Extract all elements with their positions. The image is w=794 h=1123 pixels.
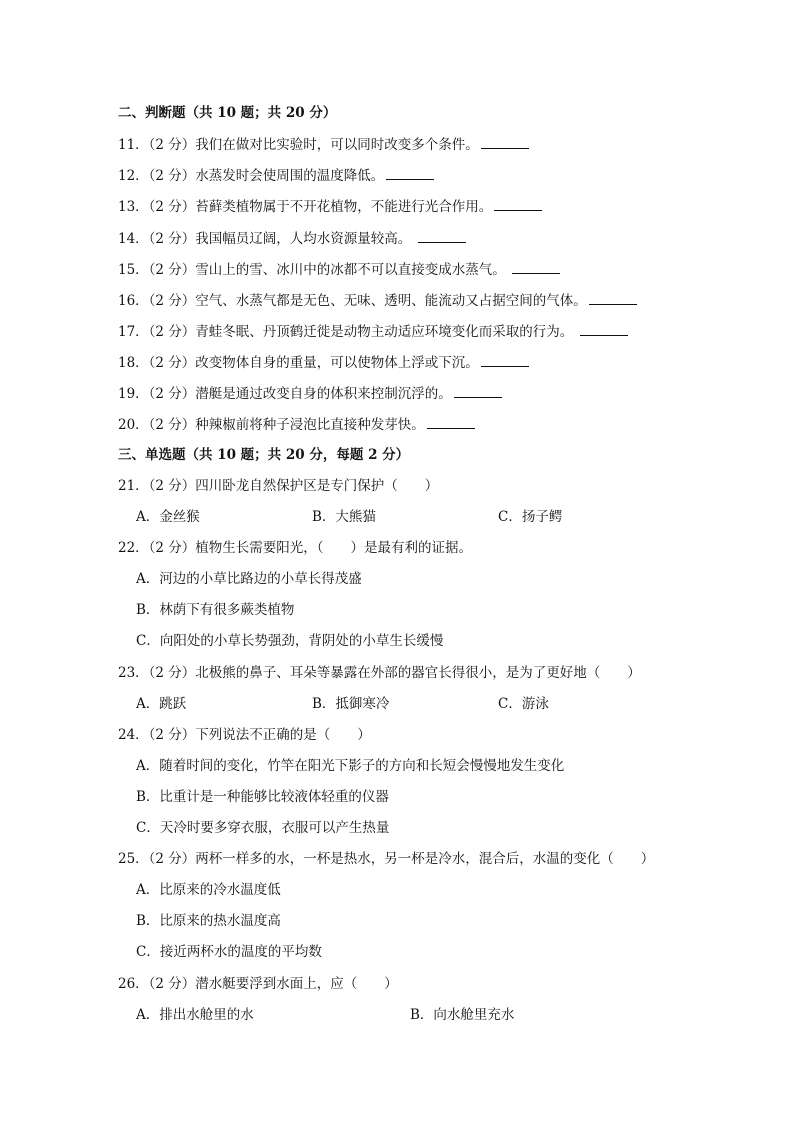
section-3-heading: 三、单选题（共 10 题；共 20 分，每题 2 分） — [118, 447, 410, 463]
answer-blank[interactable] — [481, 353, 529, 367]
question-25-stem: 25．（2 分）两杯一样多的水，一杯是热水，另一杯是冷水，混合后，水温的变化（ ） — [118, 851, 655, 867]
question-text: 16．（2 分）空气、水蒸气都是无色、无味、透明、能流动又占据空间的气体。 — [118, 293, 587, 309]
answer-blank[interactable] — [589, 291, 637, 305]
question-text: 15．（2 分）雪山上的雪、冰川中的冰都不可以直接变成水蒸气。 — [118, 262, 511, 278]
question-21-stem: 21．（2 分）四川卧龙自然保护区是专门保护（ ） — [118, 478, 439, 494]
question-text: 11．（2 分）我们在做对比实验时，可以同时改变多个条件。 — [118, 137, 479, 153]
question-20 — [118, 415, 475, 434]
answer-blank[interactable] — [494, 197, 542, 211]
question-16 — [118, 291, 637, 310]
question-25-option-c[interactable]: C．接近两杯水的温度的平均数 — [136, 944, 322, 960]
question-26-option-b[interactable]: B．向水舱里充水 — [410, 1007, 515, 1023]
question-14 — [118, 229, 466, 248]
question-19 — [118, 384, 502, 403]
answer-blank[interactable] — [580, 322, 628, 336]
answer-blank[interactable] — [386, 166, 434, 180]
question-24-option-c[interactable]: C．天冷时要多穿衣服，衣服可以产生热量 — [136, 820, 390, 836]
section-2-heading: 二、判断题（共 10 题；共 20 分） — [118, 105, 337, 121]
question-24-option-b[interactable]: B．比重计是一种能够比较液体轻重的仪器 — [136, 789, 389, 805]
question-25-option-b[interactable]: B．比原来的热水温度高 — [136, 913, 281, 929]
question-17 — [118, 322, 628, 341]
question-11 — [118, 135, 529, 154]
question-text: 18．（2 分）改变物体自身的重量，可以使物体上浮或下沉。 — [118, 355, 479, 371]
question-23-option-c[interactable]: C．游泳 — [498, 696, 549, 712]
answer-blank[interactable] — [481, 135, 529, 149]
question-23-option-a[interactable]: A．跳跃 — [136, 696, 187, 712]
question-text: 17．（2 分）青蛙冬眠、丹顶鹤迁徙是动物主动适应环境变化而采取的行为。 — [118, 324, 578, 340]
question-24-option-a[interactable]: A．随着时间的变化，竹竿在阳光下影子的方向和长短会慢慢地发生变化 — [136, 758, 565, 774]
question-22-stem: 22．（2 分）植物生长需要阳光，（ ）是最有利的证据。 — [118, 540, 473, 556]
question-text: 13．（2 分）苔藓类植物属于不开花植物，不能进行光合作用。 — [118, 199, 493, 215]
question-12 — [118, 166, 434, 185]
question-23-stem: 23．（2 分）北极熊的鼻子、耳朵等暴露在外部的器官长得很小，是为了更好地（ ） — [118, 665, 641, 681]
question-25-option-a[interactable]: A．比原来的冷水温度低 — [136, 882, 281, 898]
answer-blank[interactable] — [512, 260, 560, 274]
question-18 — [118, 353, 529, 372]
question-22-option-a[interactable]: A．河边的小草比路边的小草长得茂盛 — [136, 571, 362, 587]
question-15 — [118, 260, 560, 279]
answer-blank[interactable] — [454, 384, 502, 398]
question-21-option-c[interactable]: C．扬子鳄 — [498, 509, 563, 525]
question-13 — [118, 197, 542, 216]
question-text: 20．（2 分）种辣椒前将种子浸泡比直接种发芽快。 — [118, 417, 425, 433]
question-text: 12．（2 分）水蒸发时会使周围的温度降低。 — [118, 168, 385, 184]
question-22-option-c[interactable]: C．向阳处的小草长势强劲，背阴处的小草生长缓慢 — [136, 633, 444, 649]
question-26-option-a[interactable]: A．排出水舱里的水 — [136, 1007, 254, 1023]
question-24-stem: 24．（2 分）下列说法不正确的是（ ） — [118, 727, 371, 743]
question-22-option-b[interactable]: B．林荫下有很多蕨类植物 — [136, 602, 295, 618]
answer-blank[interactable] — [418, 229, 466, 243]
question-text: 19．（2 分）潜艇是通过改变自身的体积来控制沉浮的。 — [118, 386, 452, 402]
question-23-option-b[interactable]: B．抵御寒冷 — [312, 696, 390, 712]
question-text: 14．（2 分）我国幅员辽阔，人均水资源量较高。 — [118, 231, 416, 247]
answer-blank[interactable] — [427, 415, 475, 429]
question-21-option-a[interactable]: A．金丝猴 — [136, 509, 200, 525]
question-21-option-b[interactable]: B．大熊猫 — [312, 509, 376, 525]
question-26-stem: 26．（2 分）潜水艇要浮到水面上，应（ ） — [118, 976, 398, 992]
